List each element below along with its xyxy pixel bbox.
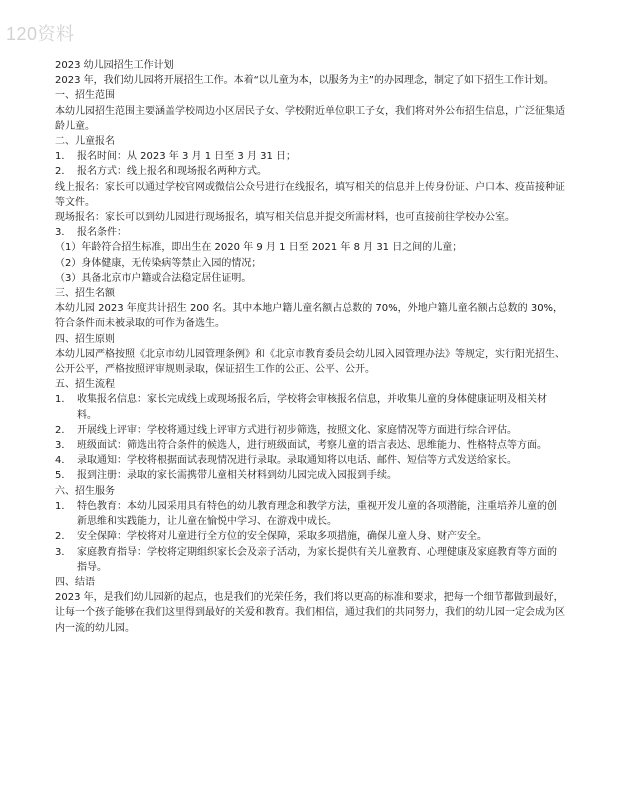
conclusion-paragraph: 2023 年，是我们幼儿园新的起点，也是我们的光荣任务，我们将以更高的标准和要求，把每一个细节都做到最好，让每一个孩子能够在我们这里得到最好的关爱和教育。我们相信，通过我们的共同努力，我们的幼儿园一定会成为区内一流的幼儿园。 [55,592,565,634]
section-heading-process: 五、招生流程 [55,379,115,391]
section-heading-principles: 四、招生原则 [55,333,115,345]
condition-item: （2）身体健康，无传染病等禁止入园的情况； [55,257,262,269]
list-item [55,423,565,438]
online-registration-paragraph: 线上报名：家长可以通过学校官网或微信公众号进行在线报名，填写相关的信息并上传身份证、户口本、疫苗接种证等文件。 [55,181,565,208]
list-number: 4． [55,455,72,467]
section-heading-quota: 三、招生名额 [55,288,115,300]
list-item [55,392,565,422]
list-number: 2． [55,166,72,178]
list-text: 特色教育：本幼儿园采用具有特色的幼儿教育理念和教学方法，重视开发儿童的各项潜能，注重培养儿童的创新思维和实践能力，让儿童在愉悦中学习、在游戏中成长。 [77,500,557,528]
list-number: 2． [55,424,72,436]
list-item [55,499,565,529]
list-number: 3． [55,440,72,452]
watermark-logo: 120资料 [6,24,75,44]
list-item [55,149,565,164]
list-item [55,164,565,179]
list-item [55,453,565,468]
section-heading-services: 六、招生服务 [55,485,115,497]
list-text: 家庭教育指导：学校将定期组织家长会及亲子活动，为家长提供有关儿童教育、心理健康及家庭教育等方面的指导。 [77,546,557,573]
list-text: 收集报名信息：家长完成线上或现场报名后，学校将会审核报名信息，并收集儿童的身体健康证明及相关材料。 [77,394,547,421]
list-number: 2． [55,531,72,543]
list-number: 1． [55,394,72,406]
onsite-registration-paragraph: 现场报名：家长可以到幼儿园进行现场报名，填写相关信息并提交所需材料，也可直接前往学校办公室。 [55,212,515,224]
list-number: 1． [55,151,72,163]
document-body [55,58,565,636]
intro-paragraph: 2023 年，我们幼儿园将开展招生工作。本着“以儿童为本，以服务为主”的办园理念，制定了如下招生工作计划。 [55,75,554,87]
section-heading-registration: 二、儿童报名 [55,136,115,148]
list-text: 报名时间：从 2023 年 3 月 1 日至 3 月 31 日； [77,151,297,163]
condition-item: （3）具备北京市户籍或合法稳定居住证明。 [55,272,252,284]
principles-paragraph: 本幼儿园严格按照《北京市幼儿园管理条例》和《北京市教育委员会幼儿园入园管理办法》等规定，实行阳光招生、公开公平，严格按照评审规则录取，保证招生工作的公正、公平、公开。 [55,348,565,376]
list-item [55,225,565,240]
scope-paragraph: 本幼儿园招生范围主要涵盖学校周边小区居民子女、学校附近单位职工子女，我们将对外公布招生信息，广泛征集适龄儿童。 [55,105,565,132]
condition-item: （1）年龄符合招生标准，即出生在 2020 年 9 月 1 日至 2021 年 8 月 31 日之间的儿童； [55,242,463,254]
document-title: 2023 幼儿园招生工作计划 [55,60,174,71]
list-text: 报名方式：线上报名和现场报名两种方式。 [77,166,267,178]
list-number: 3． [55,227,72,239]
list-item [55,438,565,453]
list-item [55,468,565,483]
section-heading-conclusion: 四、结语 [55,576,95,588]
quota-paragraph: 本幼儿园 2023 年度共计招生 200 名。其中本地户籍儿童名额占总数的 70%，外地户籍儿童名额占总数的 30%，符合条件而未被录取的可作为备选生。 [55,303,564,330]
list-number: 3． [55,546,72,558]
list-text: 开展线上评审：学校将通过线上评审方式进行初步筛选，按照文化、家庭情况等方面进行综合评估。 [77,424,517,436]
list-text: 班级面试：筛选出符合条件的候选人，进行班级面试，考察儿童的语言表达、思维能力、性格特点等方面。 [77,440,547,452]
section-heading-scope: 一、招生范围 [55,90,115,102]
list-text: 录取通知：学校将根据面试表现情况进行录取。录取通知将以电话、邮件、短信等方式发送给家长。 [77,455,517,467]
list-item [55,529,565,544]
list-item [55,545,565,575]
list-text: 安全保障：学校将对儿童进行全方位的安全保障，采取多项措施，确保儿童人身、财产安全。 [77,531,487,543]
list-text: 报到注册：录取的家长需携带儿童相关材料到幼儿园完成入园报到手续。 [77,470,397,482]
list-number: 1． [55,500,72,512]
list-text: 报名条件： [77,227,127,239]
list-number: 5． [55,470,72,482]
